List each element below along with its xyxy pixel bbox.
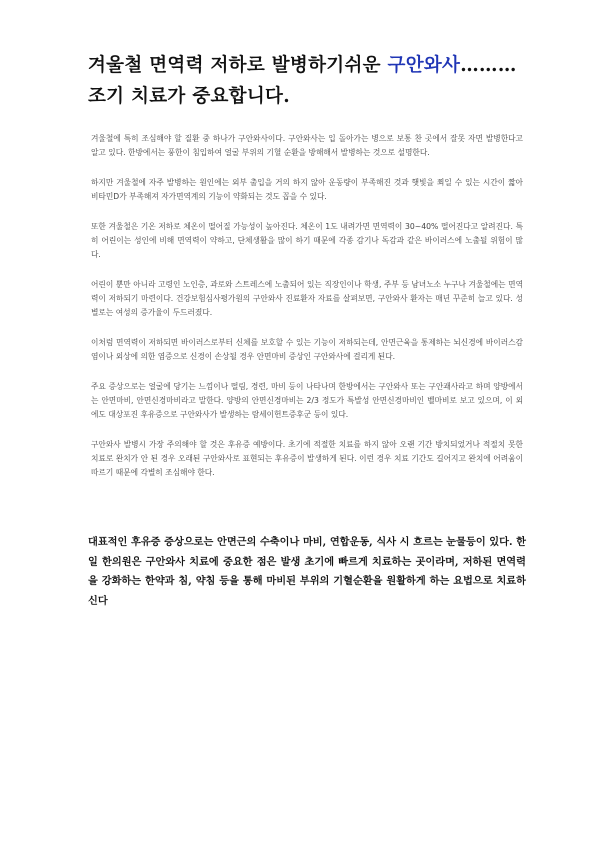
- title-text: 겨울철 면역력 저하로 발병하기쉬운: [88, 55, 388, 76]
- article-body: [91, 132, 523, 496]
- article-title: [88, 50, 528, 112]
- body-paragraph-1: 겨울철에 특히 조심해야 할 질환 중 하나가 구안와사이다. 구안와사는 입 돌아가는 병으로 보통 찬 곳에서 잘못 자면 발병한다고 알고 있다. 한방에서는 풍한이 침입하여 얼굴 부위의 기혈 순환을 방해해서 발병하는 것으로 설명한다.: [91, 134, 523, 157]
- body-paragraph-2: 하지만 겨울철에 자주 발병하는 원인에는 외부 출입을 거의 하지 않아 운동량이 부족해진 것과 햇빛을 쬐일 수 있는 시간이 짧아 비타민D가 부족해져 자가면역계의 기능이 약화되는 것도 꼽을 수 있다.: [91, 178, 523, 201]
- body-paragraph-4: 어린이 뿐만 아니라 고령인 노인층, 과로와 스트레스에 노출되어 있는 직장인이나 학생, 주부 등 남녀노소 누구나 겨울철에는 면역력이 저하되기 마련이다. 건강보험심사평가원의 구안와사 진료환자 자료를 살펴보면, 구안와사 환자는 매년 꾸준히 늘고 있다. 성별로는 여성의 증가율이 두드러졌다.: [91, 280, 523, 317]
- body-paragraph-3: 또한 겨울철은 기온 저하로 체온이 떨어질 가능성이 높아진다. 체온이 1도 내려가면 면역력이 30~40% 떨어진다고 알려진다. 특히 어린이는 성인에 비해 면역력이 약하고, 단체생활을 많이 하기 때문에 각종 감기나 독감과 같은 바이러스에 노출될 위험이 많다.: [91, 222, 523, 259]
- body-paragraph-7: 구안와사 발병시 가장 주의해야 할 것은 후유증 예방이다. 초기에 적절한 치료를 하지 않아 오랜 기간 방치되었거나 적절치 못한 치료로 완치가 안 된 경우 오래된 구안와사로 표현되는 후유증이 발생하게 된다. 이런 경우 치료 기간도 길어지고 완치에 어려움이 따르기 때문에 각별히 조심해야 한다.: [91, 440, 523, 477]
- title-text-end: ……… 조기 치료가 중요합니다.: [88, 55, 517, 107]
- body-paragraph-6: 주요 증상으로는 얼굴에 당기는 느낌이나 떨림, 경련, 마비 등이 나타나며 한방에서는 구안와사 또는 구안괘사라고 하며 양방에서는 안면마비, 안면신경마비라고 말한다. 양방의 안면신경마비는 2/3 정도가 특발성 안면신경마비인 벨마비로 보고 있으며, 이 외에도 대상포진 후유증으로 구안와사가 발생하는 람세이헌트증후군 등이 있다.: [91, 382, 523, 419]
- body-paragraph-5: 이처럼 면역력이 저하되면 바이러스로부터 신체를 보호할 수 있는 기능이 저하되는데, 안면근육을 통제하는 뇌신경에 바이러스감염이나 외상에 의한 염증으로 신경이 손상될 경우 안면마비 증상인 구안와사에 걸리게 된다.: [91, 338, 523, 361]
- title-keyword-highlight: 구안와사: [387, 55, 461, 76]
- summary-paragraph: 대표적인 후유증 증상으로는 안면근의 수축이나 마비, 연합운동, 식사 시 흐르는 눈물등이 있다. 한일 한의원은 구안와사 치료에 중요한 점은 발생 초기에 빠르게 치료하는 곳이라며, 저하된 면역력을 강화하는 한약과 침, 약침 등을 통해 마비된 부위의 기혈순환을 원활하게 하는 요법으로 치료하신다: [88, 536, 526, 607]
